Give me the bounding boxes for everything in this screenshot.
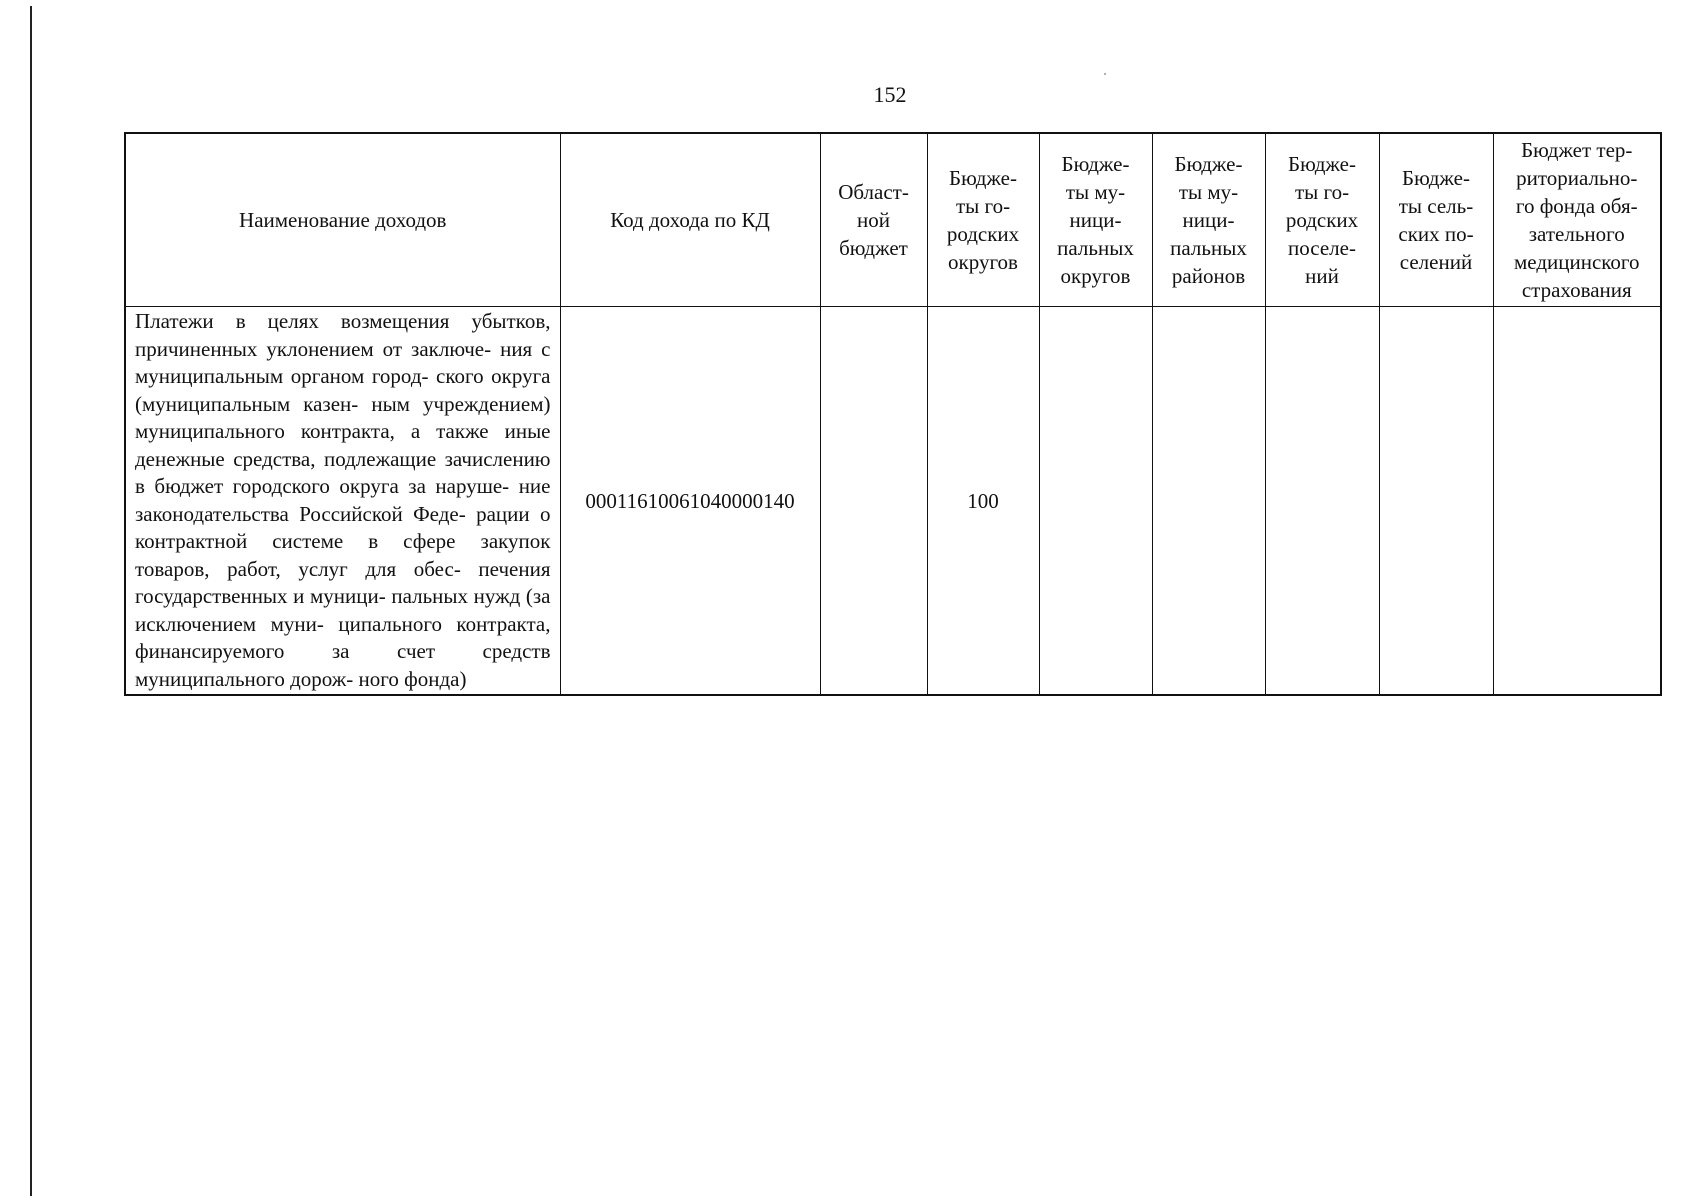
- page-number: 152: [873, 82, 907, 107]
- cell-rural-settlement-budgets: [1379, 307, 1493, 696]
- cell-urban-settlement-budgets: [1265, 307, 1379, 696]
- header-rural-settlement-budgets: Бюдже- ты сель- ских по- селений: [1379, 133, 1493, 307]
- cell-income-name: Платежи в целях возмещения убытков, причиненных уклонением от заключе- ния с муниципальным органом город- ского округа (муниципальным казен- ным учреждением) муниципального контракта, а также иные денежные средства, подлежащие зачислению в бюджет городского округа за наруше- ние законодательства Российской Феде- рации о контрактной системе в сфере закупок товаров, работ, услуг для обес- печения государственных и муници- пальных нужд (за исключением муни- ципального контракта, финансируемого за счет средств муниципального дорож- ного фонда): [125, 307, 560, 696]
- header-regional-budget: Област- ной бюджет: [820, 133, 927, 307]
- cell-municipal-district-budgets: [1039, 307, 1152, 696]
- table-header-row: [125, 133, 1661, 307]
- header-urban-settlement-budgets: Бюдже- ты го- родских поселе- ний: [1265, 133, 1379, 307]
- revenue-distribution-table: [124, 132, 1662, 696]
- cell-medical-insurance-fund: [1493, 307, 1661, 696]
- scan-left-edge-line: [30, 6, 32, 1196]
- header-city-district-budgets: Бюдже- ты го- родских округов: [927, 133, 1039, 307]
- cell-city-district-budgets: 100: [927, 307, 1039, 696]
- cell-municipal-area-budgets: [1152, 307, 1265, 696]
- scan-speck: [1104, 73, 1106, 75]
- cell-regional-budget: [820, 307, 927, 696]
- header-income-name: Наименование доходов: [125, 133, 560, 307]
- header-municipal-area-budgets: Бюдже- ты му- ници- пальных районов: [1152, 133, 1265, 307]
- cell-income-code: 00011610061040000140: [560, 307, 820, 696]
- header-income-code: Код дохода по КД: [560, 133, 820, 307]
- header-municipal-district-budgets: Бюдже- ты му- ници- пальных округов: [1039, 133, 1152, 307]
- header-medical-insurance-fund: Бюджет тер- риториально- го фонда обя- зательного медицинского страхования: [1493, 133, 1661, 307]
- table-row: [125, 307, 1661, 696]
